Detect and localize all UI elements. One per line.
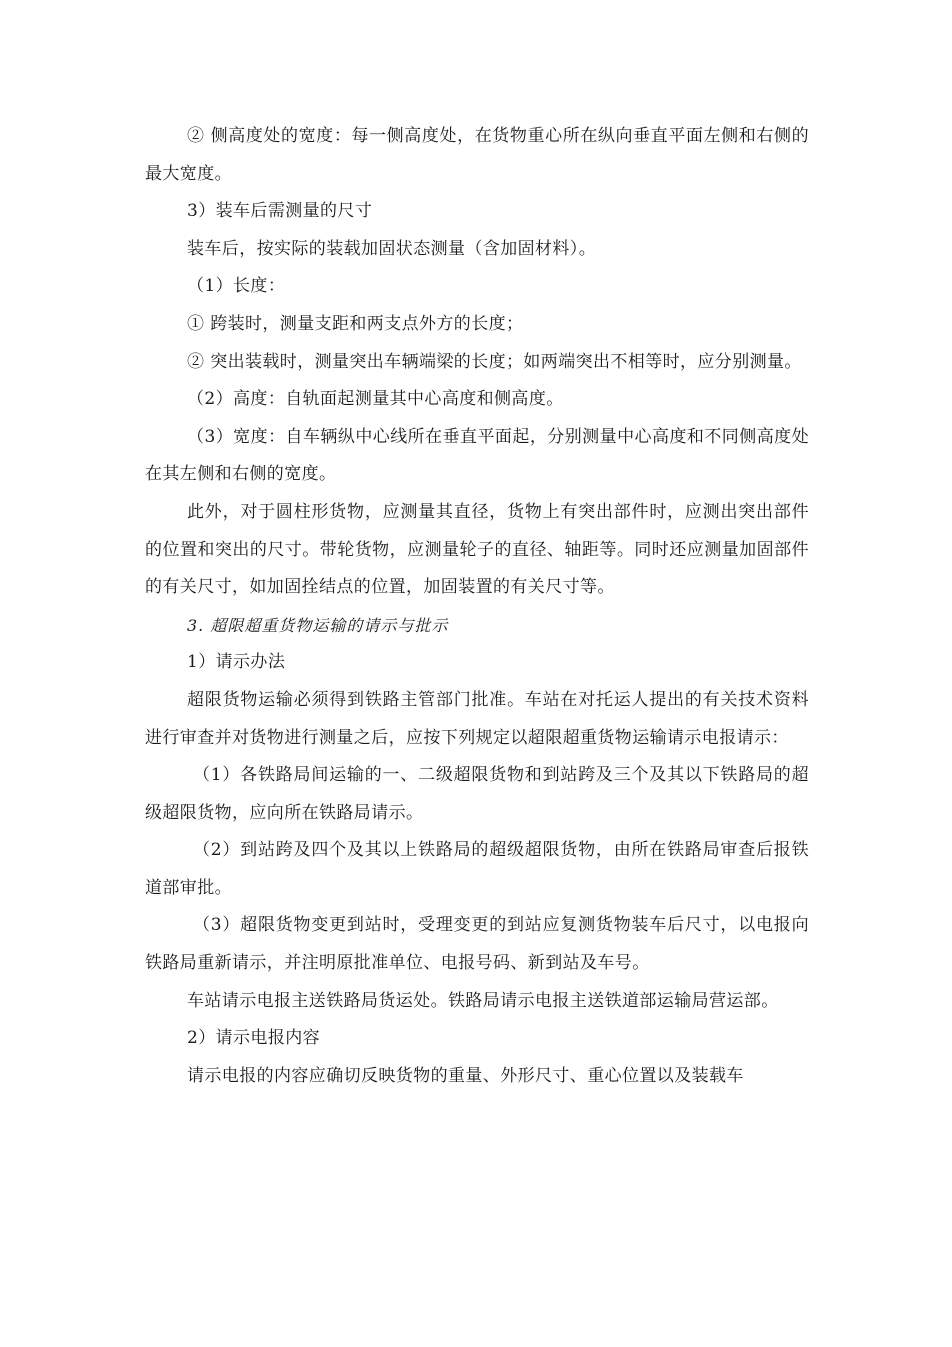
subheading-telegram-content: 2）请示电报内容 <box>187 1028 321 1049</box>
section-heading-request-approval: 3. 超限超重货物运输的请示与批示 <box>187 615 449 635</box>
paragraph-telegram-recipients: 车站请示电报主送铁路局货运处。铁路局请示电报主送铁道部运输局营运部。 <box>187 990 779 1011</box>
paragraph-side-height-width: ② 侧高度处的宽度：每一侧高度处，在货物重心所在纵向垂直平面左侧和右侧的最大宽度。 <box>145 126 809 184</box>
subheading-request-method: 1）请示办法 <box>187 652 286 673</box>
paragraph-after-loading: 装车后，按实际的装载加固状态测量（含加固材料）。 <box>187 238 597 259</box>
subheading-after-loading-dimensions: 3）装车后需测量的尺寸 <box>187 201 373 222</box>
item-height: （2）高度：自轨面起测量其中心高度和侧高度。 <box>187 389 564 410</box>
item-length: （1）长度： <box>187 276 286 297</box>
item-straddle-loading: ① 跨装时，测量支距和两支点外方的长度； <box>187 313 524 334</box>
item-protruding-loading: ② 突出装载时，测量突出车辆端梁的长度；如两端突出不相等时，应分别测量。 <box>187 351 802 372</box>
document-page <box>145 118 809 1095</box>
paragraph-approval-required: 超限货物运输必须得到铁路主管部门批准。车站在对托运人提出的有关技术资料进行审查并对货物进行测量之后，应按下列规定以超限超重货物运输请示电报请示： <box>145 689 809 748</box>
paragraph-cylindrical-goods: 此外，对于圆柱形货物，应测量其直径，货物上有突出部件时，应测出突出部件的位置和突出的尺寸。带轮货物，应测量轮子的直径、轴距等。同时还应测量加固部件的有关尺寸，如加固拴结点的位置，加固装置的有关尺寸等。 <box>145 501 809 598</box>
item-rule-2: （2）到站跨及四个及其以上铁路局的超级超限货物，由所在铁路局审查后报铁道部审批。 <box>145 840 809 898</box>
paragraph-telegram-content: 请示电报的内容应确切反映货物的重量、外形尺寸、重心位置以及装载车 <box>187 1065 744 1086</box>
item-rule-1: （1）各铁路局间运输的一、二级超限货物和到站跨及三个及其以下铁路局的超级超限货物，应向所在铁路局请示。 <box>145 765 809 823</box>
item-rule-3: （3）超限货物变更到站时，受理变更的到站应复测货物装车后尺寸，以电报向铁路局重新请示，并注明原批准单位、电报号码、新到站及车号。 <box>145 915 809 974</box>
item-width: （3）宽度：自车辆纵中心线所在垂直平面起，分别测量中心高度和不同侧高度处在其左侧和右侧的宽度。 <box>145 426 809 485</box>
